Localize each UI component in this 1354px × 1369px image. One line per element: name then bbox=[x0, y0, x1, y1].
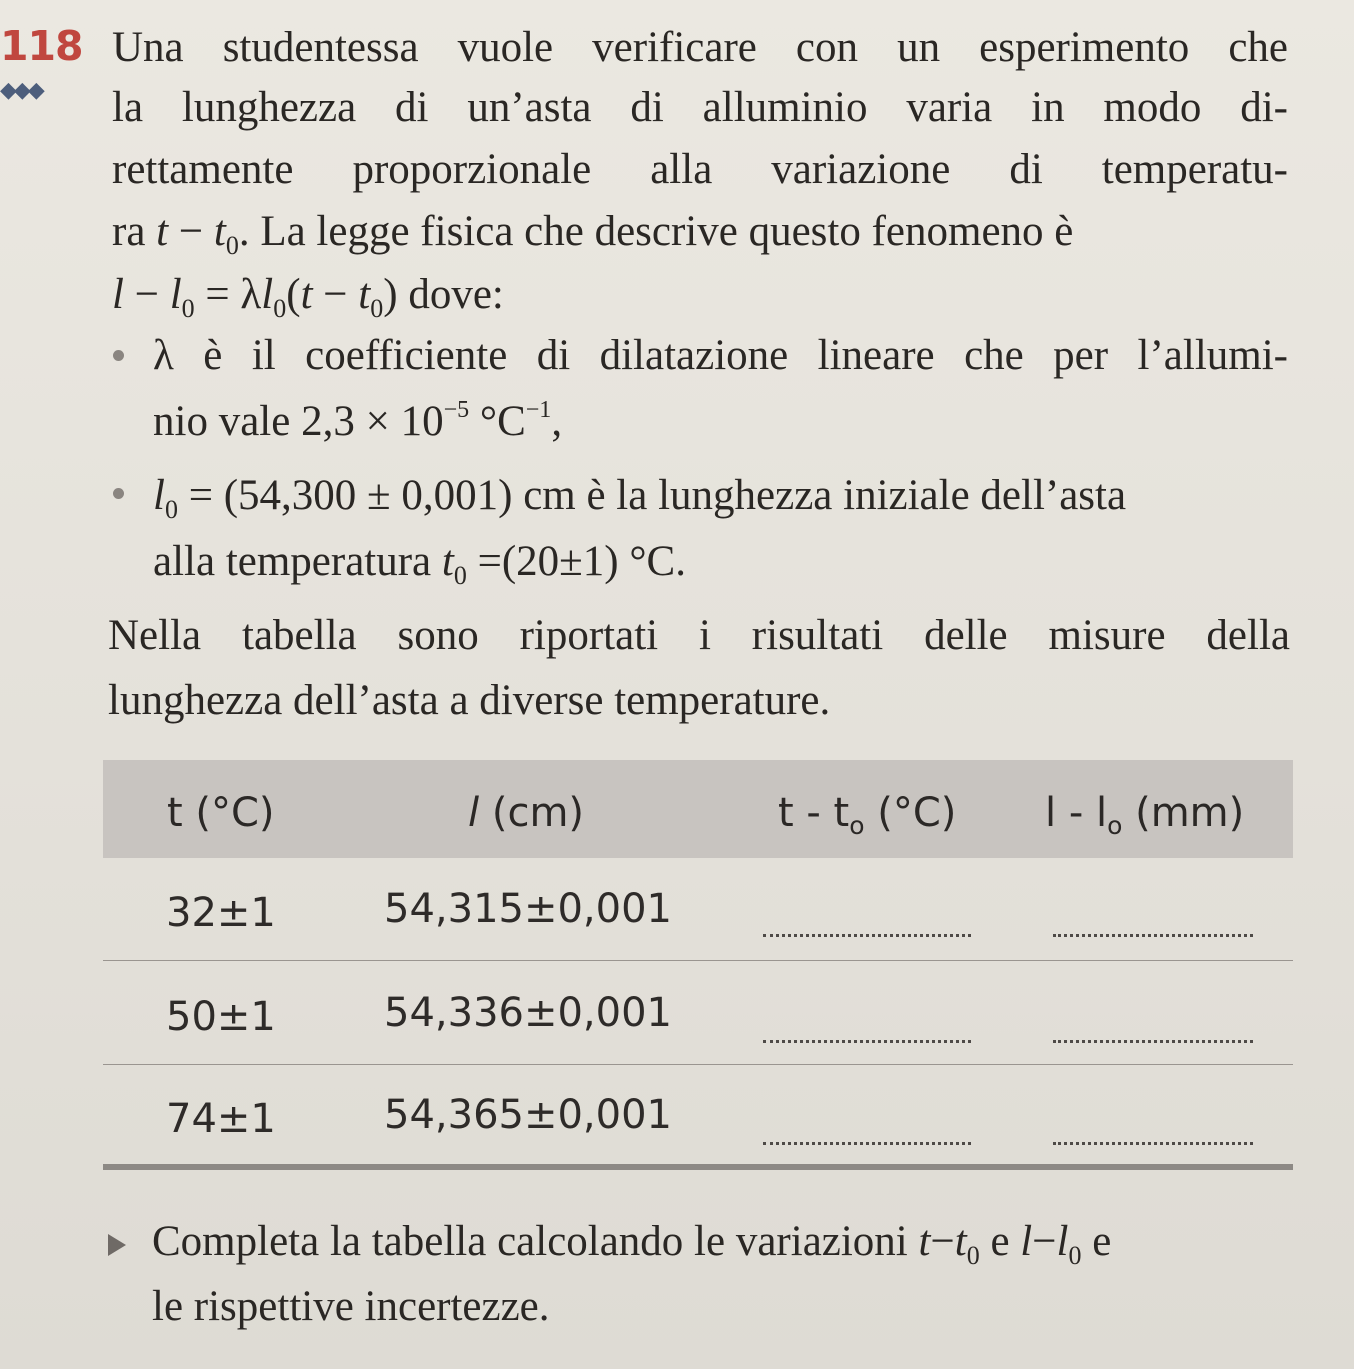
var-t0: t bbox=[213, 208, 226, 255]
exponent-minus5: −5 bbox=[443, 397, 470, 423]
formula-equals-lambda: = λ bbox=[194, 271, 262, 318]
task-var-t0: t bbox=[954, 1218, 967, 1265]
blank-answer-delta-t[interactable] bbox=[763, 1142, 971, 1145]
header-delta-t-unit: (°C) bbox=[864, 790, 957, 836]
intro-line-2: la lunghezza di un’asta di alluminio varia in modo di- bbox=[112, 84, 1288, 131]
task-var-l: l bbox=[1020, 1218, 1033, 1265]
header-delta-t-main: t - t bbox=[778, 790, 850, 836]
task-sub0: 0 bbox=[966, 1241, 980, 1270]
bullet1-comma: , bbox=[551, 398, 563, 445]
blank-answer-delta-l[interactable] bbox=[1053, 1040, 1253, 1043]
subscript-zero: 0 bbox=[453, 561, 467, 590]
difficulty-diamonds-icon: ◆◆◆ bbox=[0, 78, 42, 103]
blank-answer-delta-t[interactable] bbox=[763, 934, 971, 937]
line4-suffix: . La legge fisica che descrive questo fenomeno è bbox=[238, 208, 1074, 255]
formula-minus-2: − bbox=[312, 271, 359, 318]
header-delta-l-unit: (mm) bbox=[1122, 790, 1245, 836]
row-divider bbox=[103, 1064, 1293, 1065]
var-l0: l bbox=[153, 472, 165, 519]
bullet1-line2 bbox=[153, 398, 562, 443]
subscript-zero: 0 bbox=[225, 231, 239, 260]
bullet-dot-icon bbox=[113, 350, 124, 361]
paragraph-line-1: Nella tabella sono riportati i risultati delle misure della bbox=[108, 612, 1290, 659]
intro-line-4 bbox=[112, 210, 1073, 259]
formula-l0-b: l bbox=[261, 271, 274, 318]
blank-answer-delta-l[interactable] bbox=[1053, 1142, 1253, 1145]
task-sub0-b: 0 bbox=[1068, 1241, 1082, 1270]
formula-close-paren: ) bbox=[383, 271, 398, 318]
formula-dove: dove: bbox=[397, 271, 504, 318]
bullet2-line1 bbox=[153, 474, 1126, 523]
header-delta-l-main: l - l bbox=[1045, 790, 1108, 836]
bullet2-line2 bbox=[153, 540, 686, 589]
row-divider bbox=[103, 960, 1293, 961]
blank-answer-delta-t[interactable] bbox=[763, 1040, 971, 1043]
table-cell-l: 54,336±0,001 bbox=[384, 990, 672, 1036]
header-l-unit: (cm) bbox=[479, 790, 585, 836]
line4-prefix: ra bbox=[112, 208, 157, 255]
task-tail: e bbox=[1081, 1218, 1112, 1265]
exponent-minus1: −1 bbox=[525, 397, 552, 423]
var-t: t bbox=[156, 208, 169, 255]
bullet1-value: nio vale 2,3 × 10 bbox=[153, 398, 444, 445]
minus-sign: − bbox=[168, 208, 214, 255]
formula-minus: − bbox=[123, 271, 170, 318]
formula-t0: t bbox=[358, 271, 371, 318]
header-l bbox=[468, 790, 584, 836]
formula-sub0-c: 0 bbox=[370, 294, 384, 323]
header-t: t (°C) bbox=[167, 790, 275, 836]
task-dash-2: − bbox=[1032, 1218, 1057, 1265]
header-l-var: l bbox=[468, 790, 480, 836]
task-line-2: le rispettive incertezze. bbox=[152, 1283, 550, 1330]
unit-celsius: °C bbox=[469, 398, 526, 445]
table-bottom-rule bbox=[103, 1164, 1293, 1170]
bullet2-temp: =(20±1) °C. bbox=[466, 538, 686, 585]
paragraph-line-2: lunghezza dell’asta a diverse temperature. bbox=[108, 677, 831, 724]
table-cell-t: 32±1 bbox=[166, 890, 276, 936]
task-line-1 bbox=[152, 1220, 1111, 1269]
blank-answer-delta-l[interactable] bbox=[1053, 934, 1253, 937]
header-delta-l-sub: o bbox=[1107, 811, 1123, 840]
table-cell-t: 50±1 bbox=[166, 994, 276, 1040]
bullet2-prefix: alla temperatura bbox=[153, 538, 442, 585]
header-delta-l bbox=[1045, 790, 1244, 840]
task-dash: − bbox=[930, 1218, 955, 1265]
exercise-number: 118 bbox=[0, 22, 83, 70]
formula-l: l bbox=[112, 271, 124, 318]
formula-open-paren: ( bbox=[286, 271, 301, 318]
intro-line-1: Una studentessa vuole verificare con un esperimento che bbox=[112, 24, 1288, 71]
bullet-dot-icon bbox=[113, 488, 124, 499]
table-cell-l: 54,365±0,001 bbox=[384, 1092, 672, 1138]
law-formula bbox=[112, 273, 504, 322]
formula-l0: l bbox=[169, 271, 182, 318]
table-cell-t: 74±1 bbox=[166, 1096, 276, 1142]
formula-sub0-a: 0 bbox=[181, 294, 195, 323]
bullet1-line1: λ è il coefficiente di dilatazione lineare che per l’allumi- bbox=[153, 332, 1288, 379]
task-var-l0: l bbox=[1056, 1218, 1069, 1265]
task-prefix: Completa la tabella calcolando le variazioni bbox=[152, 1218, 919, 1265]
task-arrow-icon bbox=[108, 1234, 126, 1256]
task-var-t: t bbox=[918, 1218, 931, 1265]
var-t0: t bbox=[441, 538, 454, 585]
header-delta-t-sub: o bbox=[849, 811, 865, 840]
table-cell-l: 54,315±0,001 bbox=[384, 886, 672, 932]
subscript-zero: 0 bbox=[164, 495, 178, 524]
header-delta-t bbox=[778, 790, 956, 840]
formula-t: t bbox=[300, 271, 313, 318]
task-conj: e bbox=[979, 1218, 1021, 1265]
intro-line-3: rettamente proporzionale alla variazione di temperatu- bbox=[112, 146, 1288, 193]
formula-sub0-b: 0 bbox=[273, 294, 287, 323]
bullet2-rest: = (54,300 ± 0,001) cm è la lunghezza iniziale dell’asta bbox=[177, 472, 1127, 519]
